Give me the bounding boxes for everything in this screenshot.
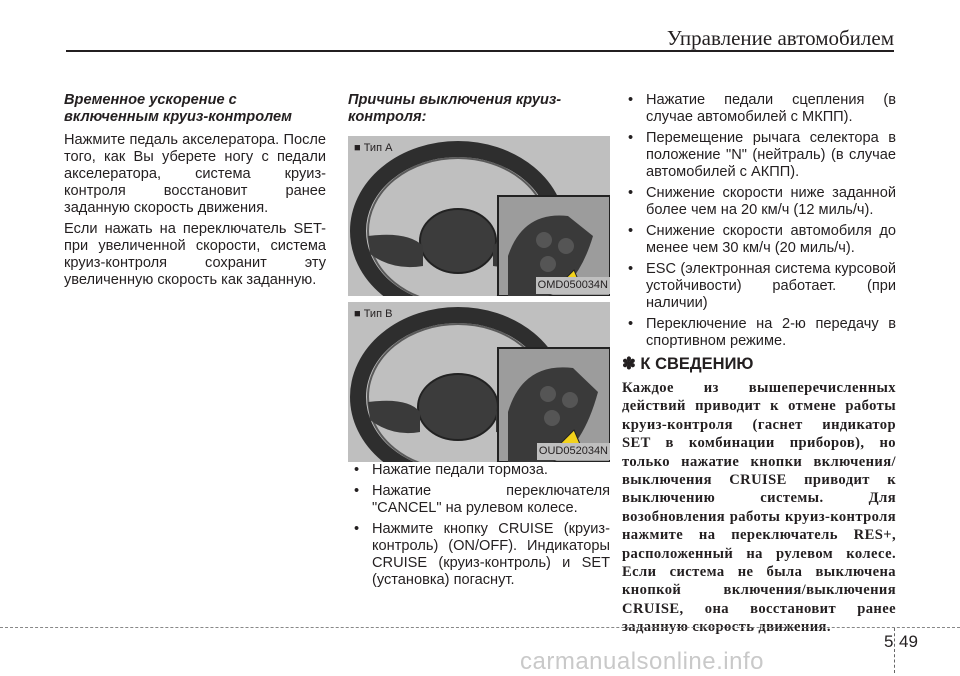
footer-rule bbox=[0, 627, 960, 628]
column-3 bbox=[622, 92, 896, 637]
list-item: • ESC (электронная система курсовой устойчивости) работает. (при наличии) bbox=[622, 261, 896, 312]
paragraph: Нажмите педаль акселератора. После того, как Вы уберете ногу с педали акселератора, система круиз-контроля восстановит ранее заданную скорость движения. bbox=[64, 132, 326, 216]
list-item: • Нажмите кнопку CRUISE (круиз-контроль) (ON/OFF). Индикаторы CRUISE (круиз-контроль) и SET (установка) погаснут. bbox=[348, 521, 610, 589]
column-2 bbox=[348, 92, 610, 593]
section-heading: Причины выключения круиз-контроля: bbox=[348, 92, 562, 125]
header-rule bbox=[66, 50, 894, 52]
list-item: • Нажатие педали тормоза. bbox=[348, 462, 610, 479]
page-number: 49 bbox=[899, 632, 918, 651]
note-body: Каждое из вышеперечисленных действий приводит к отмене работы круиз-контроля (гаснет индикатор SET в комбинации приборов), но только нажатие кнопки включения/выключения CRUISE приводит к выключению системы. Для возобновления работы круиз-контроля нажмите на переключатель RES+, расположенный на рулевом колесе. Если система не была выключена кнопкой включения/выключения CRUISE, она восстановит ранее заданную скорость движения. bbox=[622, 380, 896, 636]
page-header-title: Управление автомобилем bbox=[666, 26, 894, 50]
figure-steering-wheel-type-a bbox=[348, 136, 610, 296]
figure-steering-wheel-type-b bbox=[348, 302, 610, 462]
figure-label: ■ Тип B bbox=[354, 308, 393, 320]
chapter-number: 5 bbox=[884, 632, 894, 651]
figure-code: OUD052034N bbox=[537, 443, 610, 460]
note-title: ✽ К СВЕДЕНИЮ bbox=[622, 355, 754, 373]
list-item: • Снижение скорости автомобиля до менее чем 30 км/ч (20 миль/ч). bbox=[622, 223, 896, 257]
footer-separator bbox=[894, 628, 895, 673]
bullet-list bbox=[348, 462, 610, 589]
column-1 bbox=[64, 92, 326, 293]
watermark: carmanualsonline.info bbox=[520, 648, 764, 675]
list-item: • Переключение на 2-ю передачу в спортивном режиме. bbox=[622, 316, 896, 350]
list-item: • Снижение скорости ниже заданной более чем на 20 км/ч (12 миль/ч). bbox=[622, 185, 896, 219]
list-item: • Нажатие переключателя "CANCEL" на рулевом колесе. bbox=[348, 483, 610, 517]
figure-label: ■ Тип A bbox=[354, 142, 393, 154]
paragraph: Если нажать на переключатель SET- при увеличенной скорости, система круиз-контроля сохранит эту увеличенную скорость как заданную. bbox=[64, 221, 326, 288]
list-item: • Перемещение рычага селектора в положение "N" (нейтраль) (в случае автомобилей с АКПП). bbox=[622, 130, 896, 181]
steering-wheel-illustration bbox=[348, 302, 610, 462]
list-item: • Нажатие педали сцепления (в случае автомобилей с МКПП). bbox=[622, 92, 896, 126]
steering-wheel-illustration bbox=[348, 136, 610, 296]
bullet-list bbox=[622, 92, 896, 350]
figure-code: OMD050034N bbox=[536, 277, 610, 294]
section-heading: Временное ускорение с включенным круиз-контролем bbox=[64, 92, 292, 125]
